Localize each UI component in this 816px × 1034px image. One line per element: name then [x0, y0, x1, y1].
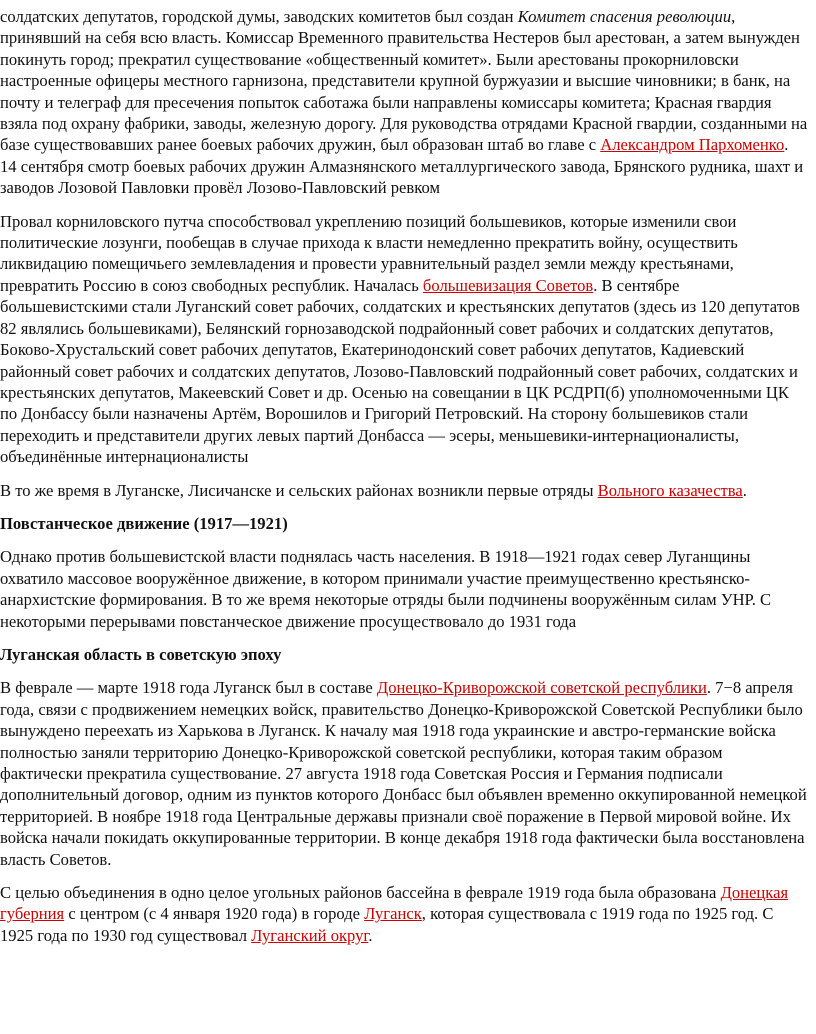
wiki-link[interactable]: большевизация Советов — [422, 275, 594, 295]
text-run: В феврале — марте 1918 года Луганск был в составе — [0, 678, 377, 698]
text-run: С целью объединения в одно целое угольных районов бассейна в феврале 1919 года была образована — [0, 883, 721, 903]
text-run: . — [368, 925, 373, 945]
section-heading — [0, 644, 816, 665]
italic-term: Комитет спасения революции — [517, 7, 732, 26]
wiki-link[interactable]: Донецко-Криворожской советской республики — [376, 678, 707, 698]
wiki-link[interactable]: Александром Пархоменко — [600, 135, 785, 155]
paragraph — [0, 6, 808, 199]
paragraph — [0, 546, 808, 632]
wiki-link[interactable]: Донецкая губерния — [0, 883, 789, 924]
text-run: с центром (с 4 января 1920 года) в городе — [64, 904, 365, 924]
paragraph — [0, 677, 808, 870]
text-run: Однако против большевистской власти поднялась часть населения. В 1918—1921 годах север Луганщины охватило массовое вооружённое движение, в котором принимали участие преимущественно крестьянско-анархистские формирования. В то же время некоторые отряды были подчинены вооружённым силам УНР. С некоторыми перерывами повстанческое движение просуществовало до 1931 года — [0, 547, 772, 631]
paragraph — [0, 882, 808, 946]
wiki-link[interactable]: Луганск — [364, 904, 422, 924]
text-run: солдатских депутатов, городской думы, заводских комитетов был создан — [0, 7, 518, 26]
wiki-link[interactable]: Вольного казачества — [597, 480, 743, 500]
text-run: . — [742, 480, 747, 500]
section-heading — [0, 513, 816, 534]
text-run: , которая существовала с 1919 года по 1925 год. С 1925 года по 1930 год существовал — [0, 904, 774, 945]
text-run: . 14 сентября смотр боевых рабочих дружин Алмазнянского металлургического завода, Брянского рудника, шахт и заводов Лозовой Павловки провёл Лозово-Павловский ревком — [0, 135, 804, 198]
text-run: . 7−8 апреля года, связи с продвижением немецких войск, правительство Донецко-Криворожской Советской Республики было вынуждено переехать из Харькова в Луганск. К началу мая 1918 года украинские и австро-германские войска полностью заняли территорию Донецко-Криворожской советской республики, которая таким образом фактически прекратила существование. 27 августа 1918 года Советская Россия и Германия подписали дополнительный договор, одним из пунктов которого Донбасс был объявлен временно оккупированной немецкой территорией. В ноябре 1918 года Центральные державы признали своё поражение в Первой мировой войне. Их войска начали покидать оккупированные территории. В конце декабря 1918 года фактически была восстановлена власть Советов. — [0, 678, 807, 869]
paragraph — [0, 211, 808, 468]
text-run: Луганская область в советскую эпоху — [0, 644, 282, 664]
wiki-link[interactable]: Луганский округ — [251, 925, 369, 945]
text-run: Повстанческое движение (1917—1921) — [0, 513, 288, 533]
text-run: . В сентябре большевистскими стали Луганский совет рабочих, солдатских и крестьянских депутатов (здесь из 120 депутатов 82 являлись большевиками), Белянский горнозаводской подрайонный совет рабочих и солдатских депутатов, Боково-Хрустальский совет рабочих депутатов, Екатеринодонский совет рабочих депутатов, Кадиевский районный совет рабочих и солдатских депутатов, Лозово-Павловский подрайонный совет рабочих, солдатских и крестьянских депутатов, Макеевский Совет и др. Осенью на совещании в ЦК РСДРП(б) уполномоченными ЦК по Донбассу были назначены Артём, Ворошилов и Григорий Петровский. На сторону большевиков стали переходить и представители других левых партий Донбасса — эсеры, меньшевики-интернационалисты, объединённые интернационалисты — [0, 275, 800, 467]
paragraph — [0, 480, 808, 501]
text-run: Провал корниловского путча способствовал укреплению позиций большевиков, которые изменили свои политические лозунги, пообещав в случае прихода к власти немедленно прекратить войну, осуществить ликвидацию помещичьего землевладения и провести уравнительный раздел земли между крестьянами, превратить Россию в союз свободных республик. Началась — [0, 211, 738, 295]
text-run: , принявший на себя всю власть. Комиссар Временного правительства Нестеров был арестован, а затем вынужден покинуть город; прекратил существование «общественный комитет». Были арестованы прокорниловски настроенные офицеры местного гарнизона, представители крупной буржуазии и высшие чиновники; в банк, на почту и телеграф для пресечения попыток саботажа были направлены комиссары комитета; Красная гвардия взяла под охрану фабрики, заводы, железную дорогу. Для руководства отрядами Красной гвардии, созданными на базе существовавших ранее боевых рабочих дружин, был образован штаб во главе с — [0, 7, 808, 155]
text-run: В то же время в Луганске, Лисичанске и сельских районах возникли первые отряды — [0, 480, 598, 500]
